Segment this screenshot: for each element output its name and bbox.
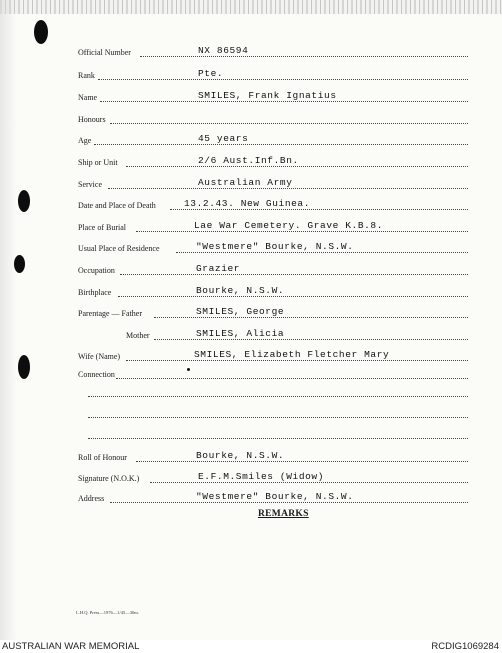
value-official-number: NX 86594 — [198, 45, 249, 56]
value-birthplace: Bourke, N.S.W. — [196, 285, 285, 296]
punch-hole-top — [34, 20, 48, 44]
punch-hole-middle — [14, 255, 25, 273]
label-father: Parentage — Father — [78, 309, 142, 318]
label-address: Address — [78, 494, 105, 503]
value-usual-residence: "Westmere" Bourke, N.S.W. — [196, 241, 354, 252]
label-date-place-death: Date and Place of Death — [78, 201, 156, 210]
label-honours: Honours — [78, 115, 106, 124]
label-usual-residence: Usual Place of Residence — [78, 244, 160, 253]
leader-honours — [110, 123, 468, 124]
row-rank — [78, 68, 468, 84]
value-rank: Pte. — [198, 68, 224, 79]
label-mother: Mother — [126, 331, 150, 340]
value-place-of-burial: Lae War Cemetery. Grave K.B.8. — [194, 220, 384, 231]
leader-roll-of-honour — [136, 461, 468, 462]
value-name: SMILES, Frank Ignatius — [198, 90, 337, 101]
value-wife: SMILES, Elizabeth Fletcher Mary — [194, 349, 390, 360]
row-service — [78, 177, 468, 193]
value-date-place-death: 13.2.43. New Guinea. — [184, 198, 311, 209]
row-honours — [78, 112, 468, 128]
label-ship-or-unit: Ship or Unit — [78, 158, 118, 167]
connection-line-2 — [88, 396, 468, 397]
row-address — [78, 491, 468, 507]
row-mother — [78, 328, 468, 344]
value-service: Australian Army — [198, 177, 293, 188]
label-occupation: Occupation — [78, 266, 115, 275]
row-connection — [78, 367, 468, 383]
row-usual-residence — [78, 241, 468, 257]
leader-occupation — [120, 274, 468, 275]
row-wife — [78, 349, 468, 365]
row-occupation — [78, 263, 468, 279]
scan-top-edge — [0, 0, 502, 14]
row-birthplace — [78, 285, 468, 301]
row-roll-of-honour — [78, 450, 468, 466]
label-place-of-burial: Place of Burial — [78, 223, 126, 232]
label-wife: Wife (Name) — [78, 352, 121, 361]
footer-record-id: RCDIG1069284 — [431, 641, 499, 652]
leader-birthplace — [118, 296, 468, 297]
scan-left-edge — [0, 0, 16, 640]
row-date-place-death — [78, 198, 468, 214]
label-roll-of-honour: Roll of Honour — [78, 453, 127, 462]
archive-footer — [0, 640, 502, 653]
row-place-of-burial — [78, 220, 468, 236]
value-occupation: Grazier — [196, 263, 241, 274]
label-signature: Signature (N.O.K.) — [78, 474, 140, 483]
label-age: Age — [78, 136, 92, 145]
value-roll-of-honour: Bourke, N.S.W. — [196, 450, 285, 461]
leader-connection — [116, 378, 468, 379]
row-age — [78, 133, 468, 149]
value-father: SMILES, George — [196, 306, 285, 317]
row-ship-or-unit — [78, 155, 468, 171]
label-service: Service — [78, 180, 102, 189]
label-name: Name — [78, 93, 98, 102]
value-mother: SMILES, Alicia — [196, 328, 285, 339]
label-rank: Rank — [78, 71, 95, 80]
value-signature: E.F.M.Smiles (Widow) — [198, 471, 325, 482]
value-address: "Westmere" Bourke, N.S.W. — [196, 491, 354, 502]
remarks-heading: REMARKS — [258, 509, 309, 519]
label-birthplace: Birthplace — [78, 288, 112, 297]
punch-hole-lower — [18, 355, 30, 379]
label-official-number: Official Number — [78, 48, 131, 57]
value-ship-or-unit: 2/6 Aust.Inf.Bn. — [198, 155, 299, 166]
row-signature — [78, 471, 468, 487]
leader-age — [94, 144, 468, 145]
value-age: 45 years — [198, 133, 249, 144]
label-connection: Connection — [78, 370, 115, 379]
row-name — [78, 90, 468, 106]
footer-archive-name: AUSTRALIAN WAR MEMORIAL — [2, 641, 140, 652]
connection-line-4 — [88, 438, 468, 439]
leader-official-number — [140, 56, 468, 57]
leader-rank — [98, 79, 468, 80]
row-father — [78, 306, 468, 322]
printer-imprint: L.H.Q. Press—1976—1/45—30m. — [76, 610, 139, 615]
connection-line-3 — [88, 417, 468, 418]
punch-hole-middle-upper — [18, 190, 30, 212]
row-official-number — [78, 45, 468, 61]
ink-dot — [187, 368, 190, 371]
